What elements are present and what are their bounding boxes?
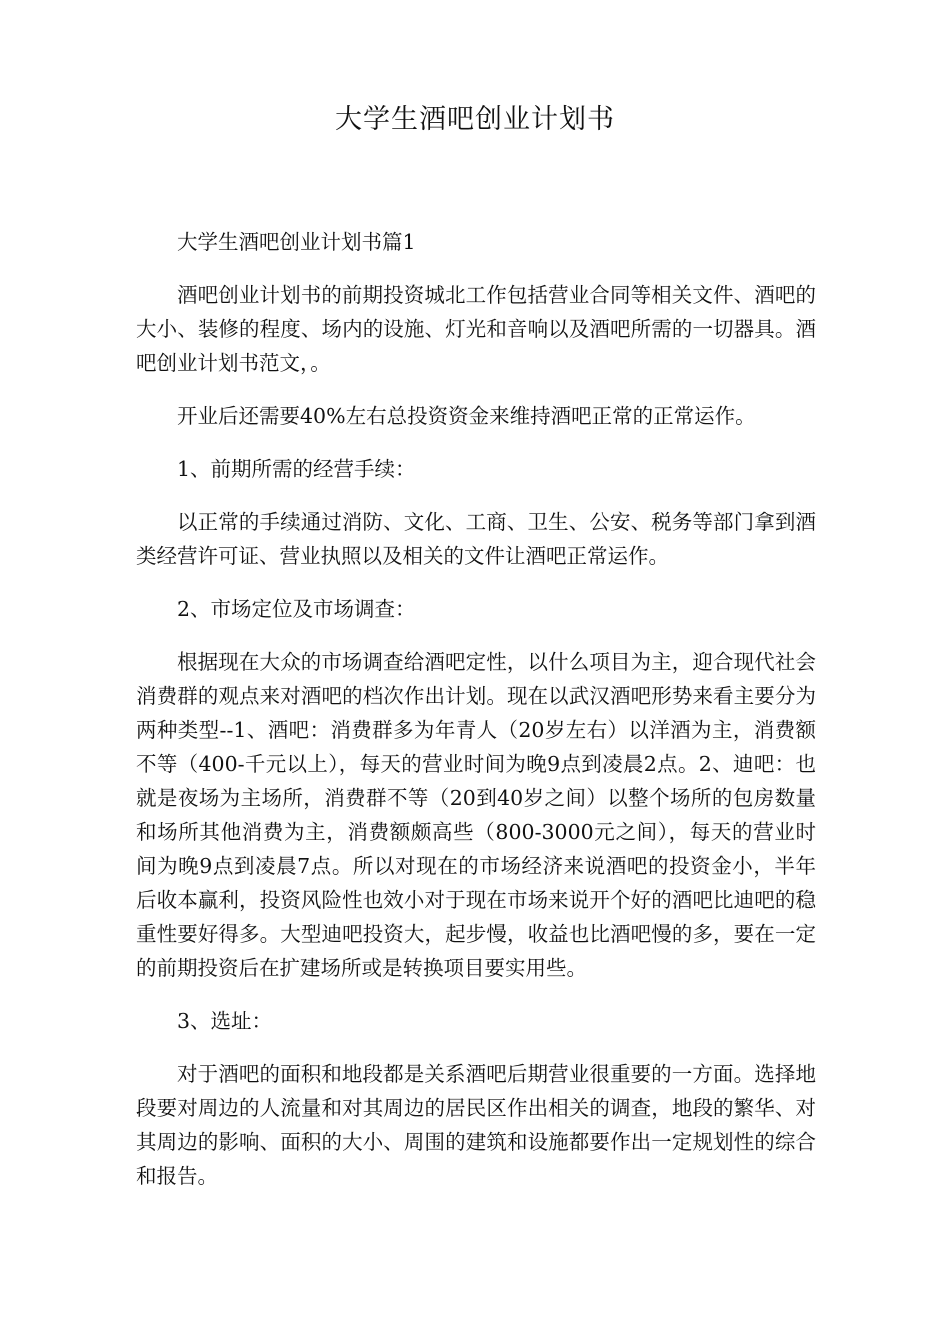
heading-site-selection: 3、选址： xyxy=(177,1009,273,1033)
heading-procedures: 1、前期所需的经营手续： xyxy=(177,457,416,481)
document-title: 大学生酒吧创业计划书 xyxy=(335,104,615,135)
section-heading-part-1: 大学生酒吧创业计划书篇1 xyxy=(177,230,416,254)
document-body xyxy=(136,225,816,1212)
paragraph-operating-capital: 开业后还需要40%左右总投资资金来维持酒吧正常的正常运作。 xyxy=(177,404,756,428)
heading-market-positioning: 2、市场定位及市场调查： xyxy=(177,597,416,621)
paragraph-site-selection: 对于酒吧的面积和地段都是关系酒吧后期营业很重要的一方面。选择地段要对周边的人流量和对其周边的居民区作出相关的调查，地段的繁华、对其周边的影响、面积的大小、周围的建筑和设施都要作出一定规划性的综合和报告。 xyxy=(136,1062,816,1188)
paragraph-preliminary-investment: 酒吧创业计划书的前期投资城北工作包括营业合同等相关文件、酒吧的大小、装修的程度、场内的设施、灯光和音响以及酒吧所需的一切器具。酒吧创业计划书范文，。 xyxy=(136,283,816,375)
paragraph-procedures: 以正常的手续通过消防、文化、工商、卫生、公安、税务等部门拿到酒类经营许可证、营业执照以及相关的文件让酒吧正常运作。 xyxy=(136,510,816,568)
paragraph-market-positioning: 根据现在大众的市场调查给酒吧定性，以什么项目为主，迎合现代社会消费群的观点来对酒吧的档次作出计划。现在以武汉酒吧形势来看主要分为两种类型--1、酒吧：消费群多为年青人（20岁左右）以洋酒为主，消费额不等（400-千元以上），每天的营业时间为晚9点到凌晨2点。2、迪吧：也就是夜场为主场所，消费群不等（20到40岁之间）以整个场所的包房数量和场所其他消费为主，消费额颇高些（800-3000元之间），每天的营业时间为晚9点到凌晨7点。所以对现在的市场经济来说酒吧的投资金小，半年后收本赢利，投资风险性也效小对于现在市场来说开个好的酒吧比迪吧的稳重性要好得多。大型迪吧投资大，起步慢，收益也比酒吧慢的多，要在一定的前期投资后在扩建场所或是转换项目要实用些。 xyxy=(136,650,816,980)
